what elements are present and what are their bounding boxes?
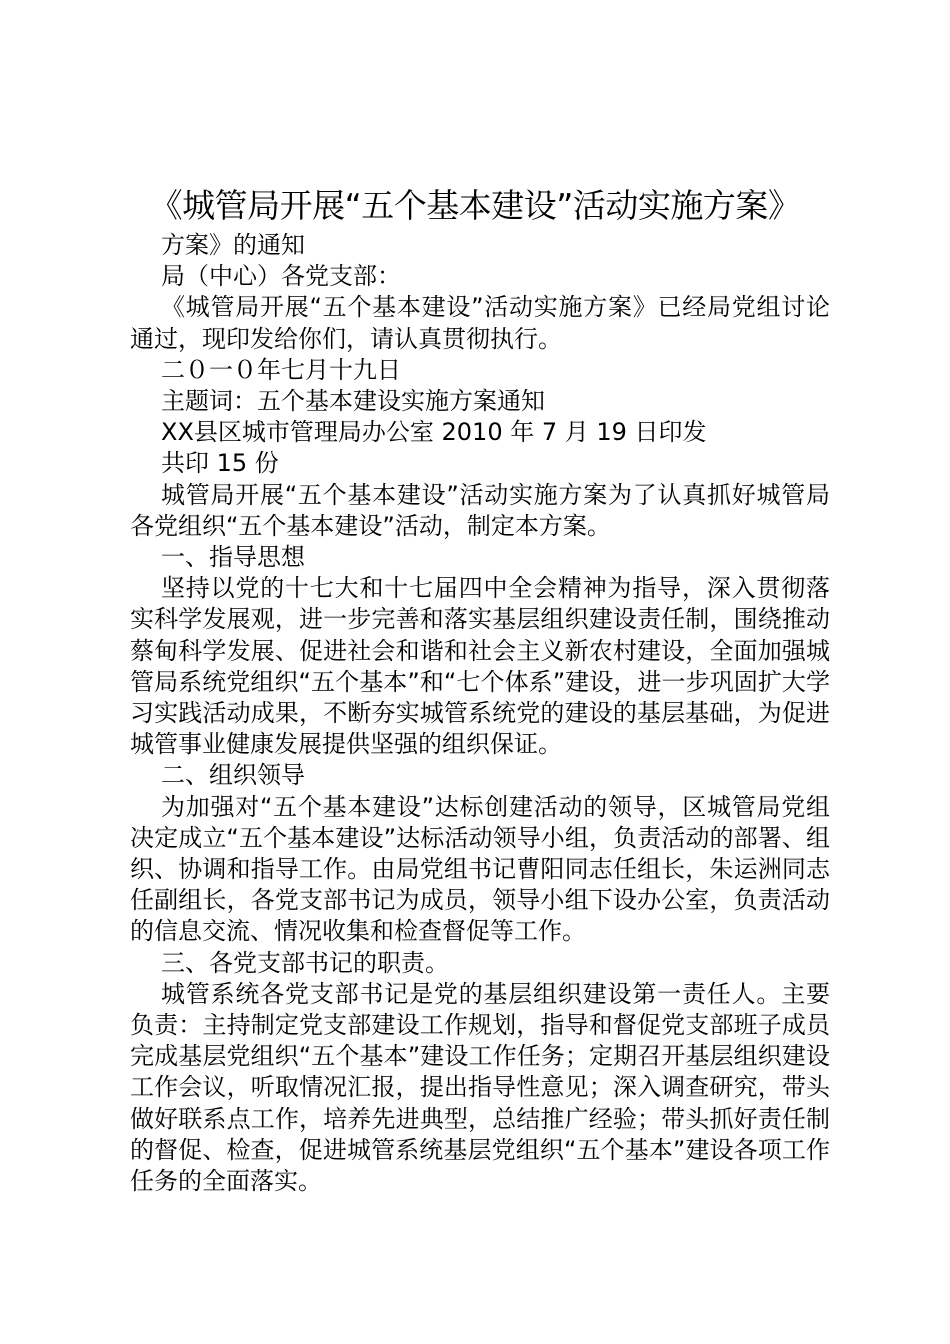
section-heading-duties: 三、各党支部书记的职责。: [161, 948, 449, 977]
paragraph-addressee: 局（中心）各党支部：: [161, 262, 401, 291]
paragraph-duties: 城管系统各党支部书记是党的基层组织建设第一责任人。主要负责：主持制定党支部建设工作规划，指导和督促党支部班子成员完成基层党组织“五个基本”建设工作任务；定期召开基层组织建设工作会议，听取情况汇报，提出指导性意见；深入调查研究，带头做好联系点工作，培养先进典型，总结推广经验；带头抓好责任制的督促、检查，促进城管系统基层党组织“五个基本”建设各项工作任务的全面落实。: [130, 979, 830, 1196]
document-body: [130, 230, 830, 1197]
document-title: 《城管局开展“五个基本建设”活动实施方案》: [149, 186, 801, 225]
paragraph-intro: 城管局开展“五个基本建设”活动实施方案为了认真抓好城管局各党组织“五个基本建设”活动，制定本方案。: [130, 480, 830, 540]
section-heading-guiding-ideology: 一、指导思想: [161, 543, 305, 572]
paragraph-keywords: 主题词：五个基本建设实施方案通知: [161, 387, 545, 416]
paragraph-notice-heading: 方案》的通知: [161, 231, 305, 259]
paragraph-notice-body: 《城管局开展“五个基本建设”活动实施方案》已经局党组讨论通过，现印发给你们，请认真贯彻执行。: [130, 293, 830, 353]
paragraph-organization: 为加强对“五个基本建设”达标创建活动的领导，区城管局党组决定成立“五个基本建设”达标活动领导小组，负责活动的部署、组织、协调和指导工作。由局党组书记曹阳同志任组长，朱运洲同志任副组长，各党支部书记为成员，领导小组下设办公室，负责活动的信息交流、情况收集和检查督促等工作。: [130, 792, 830, 946]
section-heading-organization: 二、组织领导: [161, 761, 305, 790]
paragraph-issuer: XX县区城市管理局办公室 2010 年 7 月 19 日印发: [161, 418, 707, 447]
paragraph-date: 二０一０年七月十九日: [161, 355, 401, 384]
paragraph-guiding-ideology: 坚持以党的十七大和十七届四中全会精神为指导，深入贯彻落实科学发展观，进一步完善和落实基层组织建设责任制，围绕推动蔡甸科学发展、促进社会和谐和社会主义新农村建设，全面加强城管局系统党组织“五个基本”和“七个体系”建设，进一步巩固扩大学习实践活动成果，不断夯实城管系统党的建设的基层基础，为促进城管事业健康发展提供坚强的组织保证。: [130, 574, 830, 759]
paragraph-copies: 共印 15 份: [161, 449, 279, 478]
